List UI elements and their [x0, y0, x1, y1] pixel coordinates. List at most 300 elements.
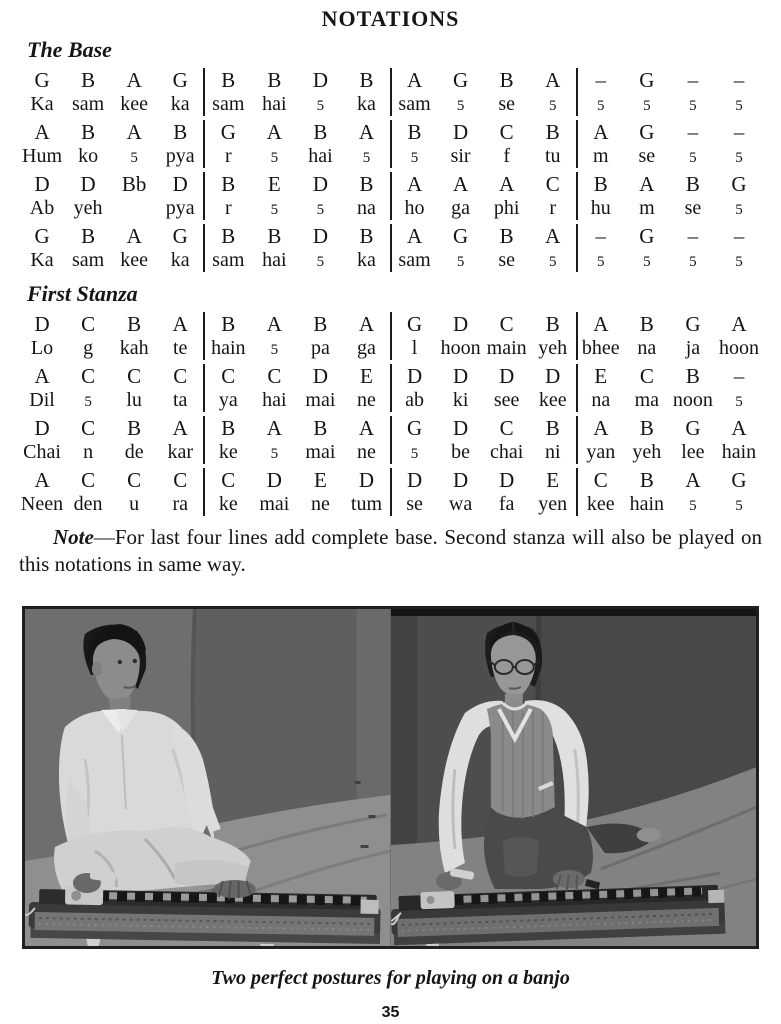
note-cell: G [685, 416, 701, 440]
lyric-cell: bhee [581, 337, 620, 359]
lyric-cell: pya [165, 197, 195, 219]
note-cell: C [499, 120, 514, 144]
note-cell: G [639, 68, 655, 92]
lyric-cell: wa [448, 493, 473, 515]
note-cell: C [81, 468, 96, 492]
lyric-cell: m [639, 197, 655, 219]
note-cell: D [34, 172, 50, 196]
lyric-cell: na [637, 337, 657, 359]
note-cell: D [312, 68, 328, 92]
sustain-mark: 5 [597, 254, 605, 270]
note-cell: B [359, 224, 374, 248]
note-cell: D [453, 312, 469, 336]
note-cell: C [499, 312, 514, 336]
sustain-mark: 5 [735, 394, 743, 410]
note-cell: A [406, 68, 423, 92]
note-cell: – [595, 68, 607, 92]
lyric-cell: mai [305, 389, 336, 411]
notation-bar [576, 68, 762, 116]
note-cell: B [545, 416, 560, 440]
lyric-cell: ne [357, 389, 376, 411]
note-cell: A [126, 120, 142, 144]
lyric-cell [716, 388, 762, 412]
sustain-mark: 5 [689, 150, 697, 166]
note-cell: D [312, 224, 328, 248]
notation-bar [19, 120, 203, 168]
note-cell: G [172, 224, 188, 248]
lyric-cell: mai [259, 493, 290, 515]
lyric-cell [392, 144, 438, 168]
lyric-cell [716, 196, 762, 220]
lyric-cell: r [549, 197, 557, 219]
note-cell: G [220, 120, 236, 144]
photo-caption: Two perfect postures for playing on a banjo [211, 967, 570, 989]
note-cell: D [453, 416, 469, 440]
notation-bar [203, 68, 389, 116]
note-cell: – [733, 120, 745, 144]
note-cell: D [499, 468, 515, 492]
lyric-cell: phi [493, 197, 520, 219]
lyric-cell: tu [544, 145, 561, 167]
note-cell: B [407, 120, 422, 144]
note-cell: B [685, 364, 700, 388]
note-cell: C [639, 364, 654, 388]
note-paragraph [19, 524, 762, 578]
note-cell: D [34, 416, 50, 440]
lyric-cell: ma [634, 389, 660, 411]
notation-bar [19, 364, 203, 412]
note-cell: – [733, 68, 745, 92]
lyric-cell [716, 248, 762, 272]
note-cell: E [594, 364, 608, 388]
note-cell: D [499, 364, 515, 388]
lyric-cell: sam [71, 93, 105, 115]
note-cell: C [221, 364, 236, 388]
lyric-cell: kee [538, 389, 567, 411]
lyric-cell: se [498, 249, 515, 271]
note-cell: C [127, 364, 142, 388]
note-cell: E [360, 364, 373, 388]
lyric-cell: ka [170, 249, 190, 271]
note-cell: A [545, 68, 561, 92]
note-cell: C [499, 416, 514, 440]
lyric-cell: te [173, 337, 188, 359]
lyric-cell: r [224, 145, 232, 167]
lyric-cell [251, 144, 297, 168]
sustain-mark: 5 [270, 342, 279, 358]
lyric-cell: hai [262, 389, 287, 411]
notation-group [19, 364, 762, 412]
note-cell: G [406, 416, 423, 440]
note-cell: B [639, 468, 654, 492]
note-cell: C [81, 312, 96, 336]
lyric-cell [624, 248, 670, 272]
note-cell: B [127, 312, 142, 336]
note-text: —For last four lines add complete base. Second stanza will also be played on this notations in same way. [19, 525, 762, 576]
note-cell: B [221, 416, 236, 440]
lyric-cell [438, 92, 484, 116]
lyric-cell: ki [452, 389, 469, 411]
sustain-mark: 5 [735, 254, 743, 270]
sustain-mark: 5 [597, 98, 605, 114]
note-cell: A [731, 312, 747, 336]
lyric-cell [251, 336, 297, 360]
notation-bar [390, 468, 576, 516]
note-cell: B [639, 416, 654, 440]
notation-bar [203, 120, 389, 168]
lyric-cell: ga [357, 337, 376, 359]
note-cell: A [453, 172, 469, 196]
lyric-cell [578, 248, 624, 272]
note-cell: D [358, 468, 375, 492]
lyric-cell: ga [451, 197, 471, 219]
photo-right [391, 609, 757, 946]
lyric-cell: kee [120, 249, 149, 271]
note-cell: D [312, 172, 328, 196]
note-cell: – [733, 224, 745, 248]
note-cell: B [499, 68, 514, 92]
lyric-cell: sam [212, 93, 245, 115]
lyric-cell: hai [308, 145, 333, 167]
sustain-mark: 5 [689, 498, 697, 514]
sustain-mark: 5 [643, 98, 651, 114]
lyric-cell: u [129, 493, 140, 515]
sustain-mark: 5 [735, 150, 743, 166]
note-cell: B [359, 172, 374, 196]
notation-bar [576, 468, 762, 516]
note-cell: B [313, 120, 328, 144]
lyric-cell: sam [71, 249, 105, 271]
photo-left [25, 609, 391, 946]
note-cell: G [639, 120, 655, 144]
note-cell: D [406, 468, 423, 492]
notation-group [19, 224, 762, 272]
note-cell: A [172, 312, 188, 336]
notation-bar [19, 172, 203, 220]
section-heading: First Stanza [27, 281, 138, 306]
notation-bar [576, 416, 762, 464]
lyric-cell [578, 92, 624, 116]
note-cell: A [406, 224, 423, 248]
note-cell: – [733, 364, 745, 388]
lyric-cell: den [73, 493, 103, 515]
lyric-cell [297, 196, 343, 220]
lyric-cell [438, 248, 484, 272]
lyric-cell [670, 144, 716, 168]
lyric-cell [716, 144, 762, 168]
lyric-cell: se [638, 145, 656, 167]
lyric-cell: Dil [29, 389, 55, 411]
note-cell: G [406, 312, 423, 336]
note-cell: B [81, 224, 96, 248]
sustain-mark: 5 [548, 254, 557, 270]
sustain-mark: 5 [689, 98, 697, 114]
note-cell: – [595, 224, 607, 248]
note-cell: – [687, 120, 699, 144]
sustain-mark: 5 [316, 254, 325, 270]
note-cell: B [267, 68, 282, 92]
note-cell: G [639, 224, 655, 248]
lyric-cell [111, 196, 157, 220]
notation-bar [19, 468, 203, 516]
notation-bar [203, 468, 389, 516]
lyric-cell [251, 440, 297, 464]
notation-group [19, 120, 762, 168]
sustain-mark: 5 [643, 254, 651, 270]
lyric-cell: r [224, 197, 232, 219]
note-cell: A [34, 468, 50, 492]
lyric-cell: yeh [632, 441, 662, 463]
lyric-cell: kee [120, 93, 149, 115]
lyric-cell: hu [590, 197, 611, 219]
note-cell: D [34, 312, 50, 336]
lyric-cell: sam [398, 93, 431, 115]
lyric-cell: sir [450, 145, 471, 167]
lyric-cell: sam [212, 249, 245, 271]
lyric-cell: mai [305, 441, 336, 463]
section-heading: The Base [27, 37, 112, 62]
lyric-cell: Neen [20, 493, 64, 515]
lyric-cell: ne [310, 493, 330, 515]
notation-sections [19, 37, 762, 516]
lyric-cell: Chai [23, 441, 61, 463]
note-cell: G [685, 312, 701, 336]
sustain-mark: 5 [548, 98, 557, 114]
lyric-cell: se [684, 197, 702, 219]
lyric-cell [343, 144, 389, 168]
lyric-cell: ko [78, 145, 99, 167]
lyric-cell: see [493, 389, 520, 411]
sustain-mark: 5 [735, 202, 743, 218]
lyric-cell: ke [218, 493, 238, 515]
lyric-cell: hain [721, 441, 757, 463]
note-cell: A [499, 172, 515, 196]
note-cell: A [639, 172, 655, 196]
notation-bar [390, 68, 576, 116]
lyric-cell: hain [211, 337, 246, 359]
lyric-cell [670, 92, 716, 116]
notation-bar [19, 416, 203, 464]
lyric-cell: ab [405, 389, 424, 411]
notation-bar [390, 312, 576, 360]
lyric-cell: ne [357, 441, 376, 463]
lyric-cell: Hum [22, 145, 63, 167]
note-cell: B [593, 172, 608, 196]
banjo-left [25, 886, 381, 946]
note-cell: A [545, 224, 561, 248]
lyric-cell: tum [350, 493, 383, 515]
lyric-cell: kar [167, 441, 193, 463]
lyric-cell [530, 92, 576, 116]
sustain-mark: 5 [456, 254, 465, 270]
sustain-mark: 5 [410, 446, 419, 462]
note-cell: A [358, 416, 375, 440]
note-cell: B [545, 120, 560, 144]
note-cell: G [453, 68, 469, 92]
note-cell: B [545, 312, 560, 336]
note-cell: B [221, 312, 236, 336]
note-cell: G [453, 224, 469, 248]
note-cell: A [593, 120, 609, 144]
page-number: 35 [381, 1004, 400, 1021]
notation-group [19, 416, 762, 464]
note-cell: D [453, 120, 469, 144]
note-cell: B [359, 68, 374, 92]
note-cell: C [545, 172, 560, 196]
note-cell: B [499, 224, 514, 248]
lyric-cell: n [83, 441, 94, 463]
notation-bar [390, 172, 576, 220]
lyric-cell: hain [629, 493, 665, 515]
note-cell: A [358, 312, 375, 336]
notation-bar [203, 224, 389, 272]
note-cell: B [221, 68, 236, 92]
note-cell: D [545, 364, 561, 388]
lyric-cell: ho [404, 197, 425, 219]
lyric-cell: yeh [73, 197, 103, 219]
sustain-mark: 5 [316, 202, 325, 218]
lyric-cell: hoon [440, 337, 481, 359]
lyric-cell: pya [165, 145, 195, 167]
note-cell: B [685, 172, 700, 196]
lyric-cell: main [486, 337, 527, 359]
note-cell: E [313, 468, 327, 492]
notation-bar [390, 120, 576, 168]
lyric-cell [65, 388, 111, 412]
lyric-cell: yen [538, 493, 568, 515]
note-cell: – [687, 68, 699, 92]
note-cell: C [81, 416, 96, 440]
lyric-cell: ra [172, 493, 188, 515]
lyric-cell: ka [170, 93, 190, 115]
lyric-cell: g [83, 337, 94, 359]
lyric-cell [111, 144, 157, 168]
note-cell: D [266, 468, 282, 492]
note-cell: C [267, 364, 282, 388]
note-cell: A [685, 468, 701, 492]
notation-bar [390, 416, 576, 464]
lyric-cell: hai [262, 249, 287, 271]
notation-bar [576, 224, 762, 272]
notation-group [19, 68, 762, 116]
sustain-mark: 5 [689, 254, 697, 270]
note-cell: A [266, 312, 282, 336]
note-cell: C [173, 468, 188, 492]
notation-bar [390, 364, 576, 412]
notation-bar [19, 224, 203, 272]
lyric-cell: de [124, 441, 144, 463]
note-cell: B [313, 312, 328, 336]
note-cell: D [453, 364, 469, 388]
note-cell: G [34, 68, 50, 92]
sustain-mark: 5 [456, 98, 465, 114]
lyric-cell: f [503, 145, 510, 167]
note-cell: A [34, 364, 50, 388]
note-cell: E [267, 172, 281, 196]
note-cell: D [80, 172, 96, 196]
note-cell: E [546, 468, 560, 492]
note-cell: B [81, 120, 96, 144]
notation-group [19, 172, 762, 220]
lyric-cell [392, 440, 438, 464]
notation-bar [203, 416, 389, 464]
note-cell: B [267, 224, 282, 248]
lyric-cell: yeh [538, 337, 568, 359]
note-cell: B [639, 312, 654, 336]
lyric-cell: m [593, 145, 609, 167]
notation-bar [576, 120, 762, 168]
lyric-cell: lu [126, 389, 142, 411]
lyric-cell: Ka [30, 93, 54, 115]
lyric-cell: ka [357, 93, 376, 115]
note-cell: D [172, 172, 188, 196]
note-cell: G [731, 468, 747, 492]
lyric-cell: yan [586, 441, 616, 463]
note-cell: A [593, 416, 609, 440]
note-cell: C [127, 468, 142, 492]
lyric-cell: hoon [718, 337, 759, 359]
note-cell: B [221, 224, 236, 248]
note-label: Note [53, 525, 94, 549]
lyric-cell [624, 92, 670, 116]
lyric-cell: noon [672, 389, 713, 411]
lyric-cell: chai [490, 441, 524, 463]
note-cell: G [172, 68, 188, 92]
notation-bar [19, 68, 203, 116]
note-cell: B [221, 172, 236, 196]
sustain-mark: 5 [130, 150, 138, 166]
notation-bar [390, 224, 576, 272]
lyric-cell: Ka [30, 249, 54, 271]
lyric-cell: fa [498, 493, 515, 515]
note-cell: A [358, 120, 375, 144]
lyric-cell [297, 92, 343, 116]
note-cell: C [593, 468, 608, 492]
note-cell: A [126, 224, 142, 248]
lyric-cell: hai [262, 93, 287, 115]
note-cell: G [34, 224, 50, 248]
note-cell: A [266, 120, 282, 144]
lyric-cell: ta [173, 389, 188, 411]
lyric-cell: na [591, 389, 611, 411]
note-cell: D [406, 364, 423, 388]
note-cell: Bb [121, 172, 147, 196]
lyric-cell [251, 196, 297, 220]
photo-panel [22, 606, 759, 949]
lyric-cell [670, 492, 716, 516]
lyric-cell: be [451, 441, 471, 463]
notation-bar [576, 364, 762, 412]
sustain-mark: 5 [735, 498, 743, 514]
lyric-cell: pa [310, 337, 330, 359]
lyric-cell [297, 248, 343, 272]
lyric-cell: ja [685, 337, 701, 359]
lyric-cell: Lo [30, 337, 54, 359]
lyric-cell: lee [681, 441, 705, 463]
lyric-cell: kee [586, 493, 615, 515]
note-cell: B [81, 68, 96, 92]
lyric-cell: na [357, 197, 376, 219]
sustain-mark: 5 [316, 98, 325, 114]
sustain-mark: 5 [270, 202, 279, 218]
note-cell: G [731, 172, 747, 196]
notation-bar [203, 312, 389, 360]
note-cell: B [173, 120, 188, 144]
lyric-cell: ya [218, 389, 238, 411]
note-cell: A [34, 120, 50, 144]
lyric-cell: kah [119, 337, 149, 359]
sustain-mark: 5 [362, 150, 371, 166]
